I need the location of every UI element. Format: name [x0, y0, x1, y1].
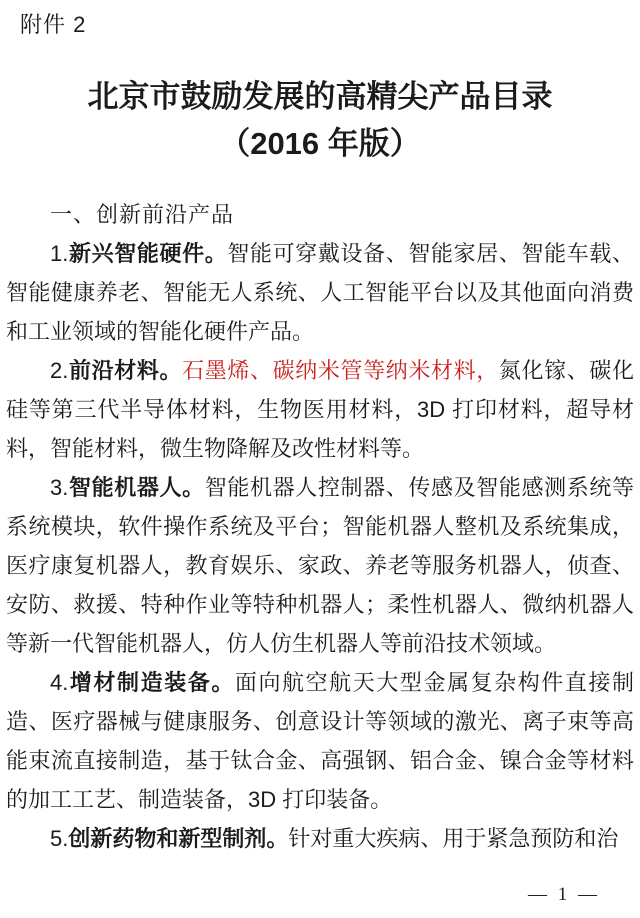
- paragraph-1: [6, 234, 634, 351]
- paragraph-3: [6, 468, 634, 663]
- paragraph-3-number: 3.: [50, 475, 69, 500]
- title-line-2: （2016 年版）: [219, 126, 421, 161]
- document-body: [6, 195, 634, 858]
- paragraph-2-number: 2.: [50, 358, 69, 383]
- paragraph-2-lead: 前沿材料。: [68, 358, 183, 383]
- paragraph-1-number: 1.: [50, 241, 69, 266]
- paragraph-3-text: 智能机器人控制器、传感及智能感测系统等系统模块，软件操作系统及平台；智能机器人整机及系统集成，医疗康复机器人，教育娱乐、家政、养老等服务机器人，侦查、安防、救援、特种作业等特种机器人；柔性机器人、微纳机器人等新一代智能机器人，仿人仿生机器人等前沿技术领域。: [6, 475, 634, 656]
- paragraph-4-text: 面向航空航天大型金属复杂构件直接制造、医疗器械与健康服务、创意设计等领域的激光、离子束等高能束流直接制造，基于钛合金、高强钢、铝合金、镍合金等材料的加工工艺、制造装备，3D 打印装备。: [6, 670, 634, 812]
- paragraph-2: [6, 351, 634, 468]
- attachment-label: 附件 2: [20, 12, 87, 37]
- paragraph-1-lead: 新兴智能硬件。: [68, 241, 228, 266]
- document-title: [10, 73, 630, 167]
- paragraph-5-number: 5.: [50, 826, 69, 851]
- paragraph-3-lead: 智能机器人。: [68, 475, 205, 500]
- paragraph-5: [6, 819, 634, 858]
- paragraph-2-text: 氮化镓、碳化硅等第三代半导体材料，生物医用材料，3D 打印材料，超导材料，智能材料，微生物降解及改性材料等。: [6, 358, 634, 461]
- paragraph-4-number: 4.: [50, 670, 69, 695]
- paragraph-4-lead: 增材制造装备。: [68, 670, 235, 695]
- section-heading: 一、创新前沿产品: [50, 202, 235, 227]
- paragraph-1-text: 智能可穿戴设备、智能家居、智能车载、智能健康养老、智能无人系统、人工智能平台以及其他面向消费和工业领域的智能化硬件产品。: [6, 241, 634, 344]
- title-line-1: 北京市鼓励发展的高精尖产品目录: [87, 79, 553, 114]
- paragraph-2-red-highlight: 石墨烯、碳纳米管等纳米材料，: [182, 358, 499, 383]
- paragraph-5-text: 针对重大疾病、用于紧急预防和治: [288, 826, 619, 851]
- page-number: — 1 —: [528, 884, 600, 905]
- paragraph-4: [6, 663, 634, 819]
- paragraph-5-lead: 创新药物和新型制剂。: [68, 826, 289, 851]
